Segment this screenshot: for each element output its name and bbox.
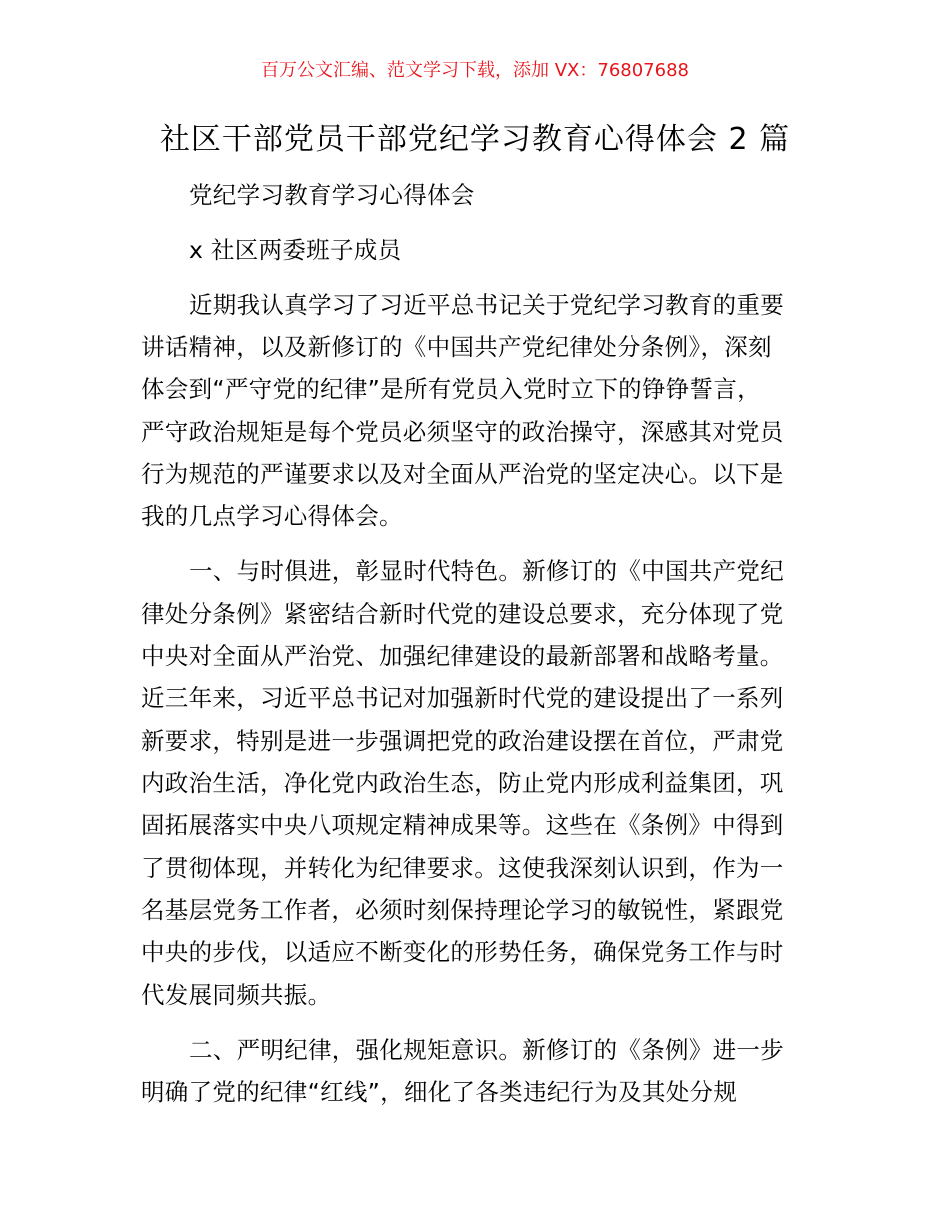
body-line: 讲话精神，以及新修订的《中国共产党纪律处分条例》，深刻 [141, 333, 772, 361]
document-title: 社区干部党员干部党纪学习教育心得体会 2 篇 [159, 122, 791, 157]
subtitle: 党纪学习教育学习心得体会 [189, 181, 475, 209]
author-line: x 社区两委班子成员 [189, 236, 402, 264]
body-line: 我的几点学习心得体会。 [141, 502, 403, 530]
body-line: 内政治生活，净化党内政治生态，防止党内形成利益集团，巩 [141, 769, 784, 797]
header-note: 百万公文汇编、范文学习下载，添加 VX：76807688 [261, 60, 689, 81]
body-line: 代发展同频共振。 [141, 981, 332, 1009]
body-line: 近期我认真学习了习近平总书记关于党纪学习教育的重要 [189, 291, 784, 319]
body-line: 近三年来，习近平总书记对加强新时代党的建设提出了一系列 [141, 684, 784, 712]
body-line: 名基层党务工作者，必须时刻保持理论学习的敏锐性，紧跟党 [141, 896, 784, 924]
body-line: 律处分条例》紧密结合新时代党的建设总要求，充分体现了党 [141, 600, 784, 628]
body-line: 新要求，特别是进一步强调把党的政治建设摆在首位，严肃党 [141, 727, 784, 755]
body-line: 一、与时俱进，彰显时代特色。新修订的《中国共产党纪 [189, 557, 784, 585]
body-line: 明确了党的纪律“红线”，细化了各类违纪行为及其处分规 [141, 1078, 738, 1106]
body-line: 体会到“严守党的纪律”是所有党员入党时立下的铮铮誓言， [141, 375, 761, 403]
body-line: 二、严明纪律，强化规矩意识。新修订的《条例》进一步 [189, 1036, 784, 1064]
body-line: 中央对全面从严治党、加强纪律建设的最新部署和战略考量。 [141, 642, 784, 670]
body-line: 了贯彻体现，并转化为纪律要求。这使我深刻认识到，作为一 [141, 854, 784, 882]
body-line: 中央的步伐，以适应不断变化的形势任务，确保党务工作与时 [141, 938, 784, 966]
body-line: 严守政治规矩是每个党员必须坚守的政治操守，深感其对党员 [141, 418, 784, 446]
body-line: 固拓展落实中央八项规定精神成果等。这些在《条例》中得到 [141, 811, 784, 839]
body-line: 行为规范的严谨要求以及对全面从严治党的坚定决心。以下是 [141, 460, 784, 488]
